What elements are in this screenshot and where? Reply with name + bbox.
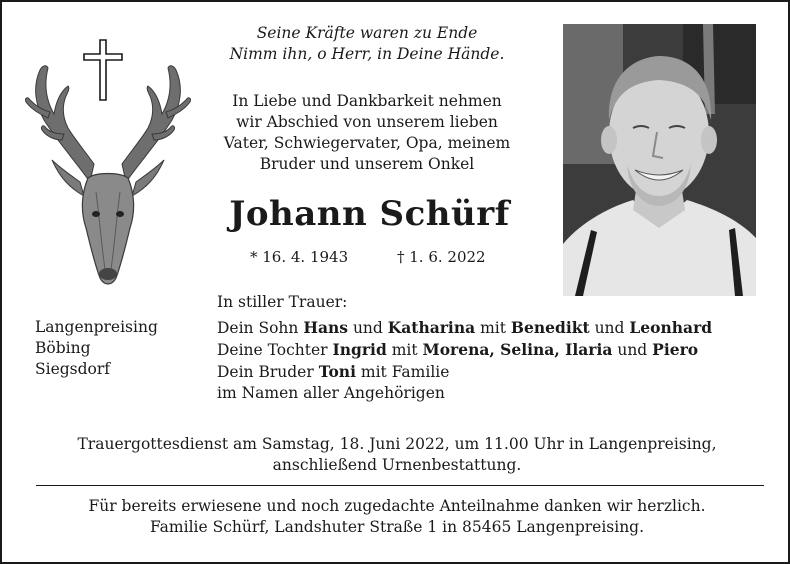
service-line: Trauergottesdienst am Samstag, 18. Juni 2022, um 11.00 Uhr in Langenpreising, xyxy=(77,435,717,453)
portrait-photo xyxy=(563,24,756,296)
thanks-line: Für bereits erwiesene und noch zugedachte Anteilnahme danken wir herzlich. xyxy=(88,497,706,515)
mourner-prefix: Dein Bruder xyxy=(217,363,314,381)
mourner-name: Toni xyxy=(318,362,356,381)
thanks-note xyxy=(22,496,772,538)
mourner-name: Katharina xyxy=(387,318,476,337)
place-name: Langenpreising xyxy=(35,318,158,336)
mourner-line-brother xyxy=(217,361,712,383)
mourner-prefix: Deine Tochter xyxy=(217,341,328,359)
mourning-heading: In stiller Trauer: xyxy=(217,293,348,311)
place-name: Böbing xyxy=(35,339,91,357)
mourner-name: Benedikt xyxy=(510,318,590,337)
mourner-suffix: mit Familie xyxy=(360,363,450,381)
death-date: † 1. 6. 2022 xyxy=(397,248,486,266)
service-line: anschließend Urnenbestattung. xyxy=(272,456,522,474)
mourner-name: Ingrid xyxy=(332,340,387,359)
deer-head-icon xyxy=(52,160,164,284)
mourner-list xyxy=(217,317,712,404)
birth-date: * 16. 4. 1943 xyxy=(250,248,349,266)
mourner-line-relatives: im Namen aller Angehörigen xyxy=(217,384,445,402)
intro-line: wir Abschied von unserem lieben xyxy=(236,113,498,131)
antlers-icon xyxy=(25,66,190,182)
intro-line: Bruder und unserem Onkel xyxy=(259,155,475,173)
intro-line: Vater, Schwiegervater, Opa, meinem xyxy=(223,134,511,152)
mourner-conjunction: mit xyxy=(480,319,506,337)
farewell-intro xyxy=(202,91,532,175)
intro-line: In Liebe und Dankbarkeit nehmen xyxy=(232,92,502,110)
mourner-name: Hans xyxy=(303,318,349,337)
mourner-prefix: Dein Sohn xyxy=(217,319,299,337)
mourner-conjunction: und xyxy=(352,319,383,337)
verse-line: Nimm ihn, o Herr, in Deine Hände. xyxy=(229,45,505,63)
mourner-places xyxy=(35,317,158,380)
mourner-conjunction: und xyxy=(594,319,625,337)
mourner-name: Leonhard xyxy=(629,318,713,337)
mourner-conjunction: und xyxy=(617,341,648,359)
memorial-verse xyxy=(207,23,527,65)
mourner-name: Morena, Selina, Ilaria xyxy=(422,340,613,359)
place-name: Siegsdorf xyxy=(35,360,111,378)
verse-line: Seine Kräfte waren zu Ende xyxy=(256,24,478,42)
mourner-name: Piero xyxy=(652,340,699,359)
mourner-conjunction: mit xyxy=(391,341,418,359)
divider-line xyxy=(36,485,764,486)
deceased-name: Johann Schürf xyxy=(229,194,510,234)
funeral-service-info xyxy=(22,434,772,476)
mourner-line-daughter xyxy=(217,339,712,361)
thanks-address: Familie Schürf, Landshuter Straße 1 in 85465 Langenpreising. xyxy=(149,518,645,536)
cross-icon xyxy=(84,40,122,100)
deer-cross-emblem-icon xyxy=(18,32,198,292)
mourner-line-son xyxy=(217,317,712,339)
